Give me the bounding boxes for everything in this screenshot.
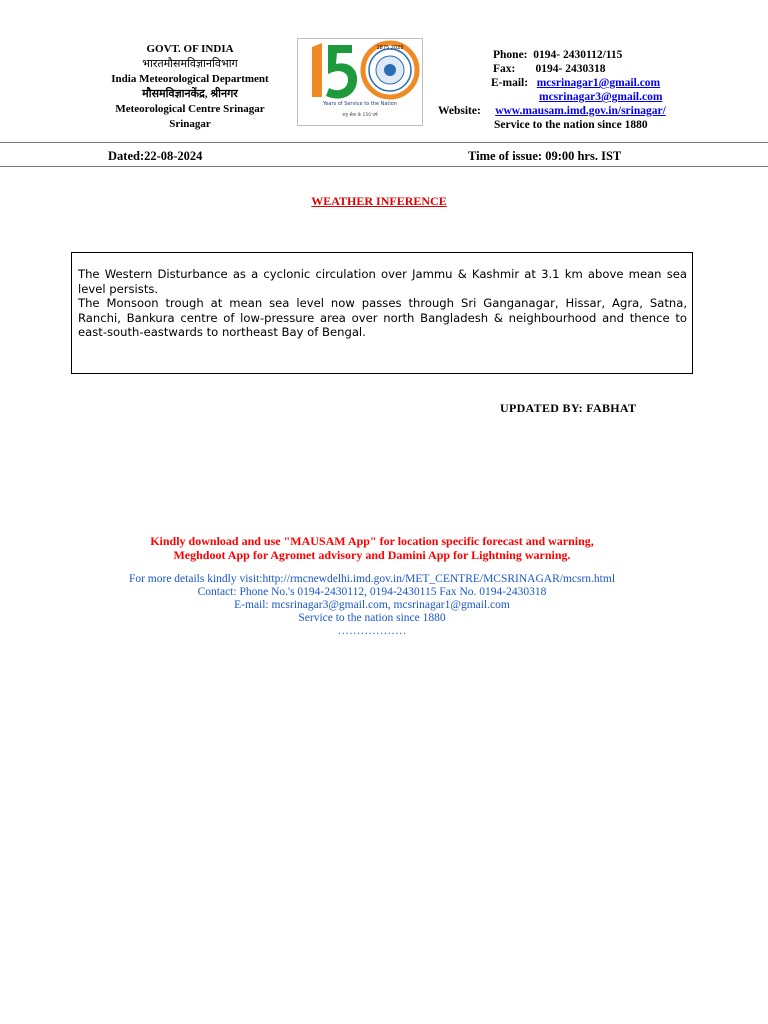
phone-number: 0194- 2430112/115 xyxy=(533,49,623,61)
phone-row: Phone: 0194- 2430112/115 xyxy=(493,49,623,61)
email-link-1[interactable]: mcsrinagar1@gmail.com xyxy=(536,77,661,89)
fax-row: Fax: 0194- 2430318 xyxy=(493,63,606,75)
svg-text:Years of Service to the Nation: Years of Service to the Nation xyxy=(322,101,398,107)
header-divider-bottom xyxy=(0,166,768,167)
imd-hindi-name: भारतमौसमविज्ञानविभाग xyxy=(142,58,238,70)
email-row: E-mail: mcsrinagar1@gmail.com xyxy=(491,77,661,89)
centre-name: Meteorological Centre Srinagar xyxy=(115,103,265,115)
issue-time: Time of issue: 09:00 hrs. IST xyxy=(468,149,622,163)
issue-date: Dated:22-08-2024 xyxy=(108,149,203,163)
service-line-footer: Service to the nation since 1880 xyxy=(298,612,446,624)
contact-line: Contact: Phone No.'s 0194-2430112, 0194-2430115 Fax No. 0194-2430318 xyxy=(197,586,547,598)
header-divider-top xyxy=(0,142,768,143)
centre-city: Srinagar xyxy=(169,118,211,130)
contact-block xyxy=(436,48,736,132)
footer-info xyxy=(0,573,744,638)
svg-text:राष्ट्र सेवा के 150 वर्ष: राष्ट्र सेवा के 150 वर्ष xyxy=(342,113,378,118)
imd-150-years-logo xyxy=(297,38,423,126)
app-notice-line-1: Kindly download and use "MAUSAM App" for location specific forecast and warning, xyxy=(150,534,594,548)
service-line: Service to the nation since 1880 xyxy=(494,119,648,131)
app-notice xyxy=(0,534,744,562)
website-row: Website: www.mausam.imd.gov.in/srinagar/ xyxy=(438,105,666,117)
inference-paragraph-1: The Western Disturbance as a cyclonic circulation over Jammu & Kashmir at 3.1 km above mean sea level persists. xyxy=(78,267,687,296)
centre-hindi-name: मौसमविज्ञानकेंद्र, श्रीनगर xyxy=(142,88,238,100)
footer-dots: ……………… xyxy=(337,625,407,637)
app-notice-line-2: Meghdoot App for Agromet advisory and Damini App for Lightning warning. xyxy=(173,548,571,562)
imd-name: India Meteorological Department xyxy=(111,73,269,85)
email-link-2[interactable]: mcsrinagar3@gmail.com xyxy=(539,91,663,103)
fax-number: 0194- 2430318 xyxy=(535,63,606,75)
email-row-2 xyxy=(436,90,736,104)
svg-text:1875 2025: 1875 2025 xyxy=(376,45,404,51)
inference-box xyxy=(71,252,693,374)
updated-by: UPDATED BY: FABHAT xyxy=(500,401,637,415)
details-link-line[interactable]: For more details kindly visit:http://rmcnewdelhi.imd.gov.in/MET_CENTRE/MCSRINAGAR/mcsrn.html xyxy=(128,573,616,585)
website-link[interactable]: www.mausam.imd.gov.in/srinagar/ xyxy=(495,105,666,117)
inference-paragraph-2: The Monsoon trough at mean sea level now passes through Sri Ganganagar, Hissar, Agra, Satna, Ranchi, Bankura centre of low-pressure area over north Bangladesh & neighbourhood and thence to east-south-eastwards to northeast Bay of Bengal. xyxy=(78,296,687,339)
govt-title: GOVT. OF INDIA xyxy=(146,43,234,55)
report-title: WEATHER INFERENCE xyxy=(311,194,447,208)
email-line: E-mail: mcsrinagar3@gmail.com, mcsrinagar1@gmail.com xyxy=(234,599,510,611)
organization-block xyxy=(60,42,320,132)
